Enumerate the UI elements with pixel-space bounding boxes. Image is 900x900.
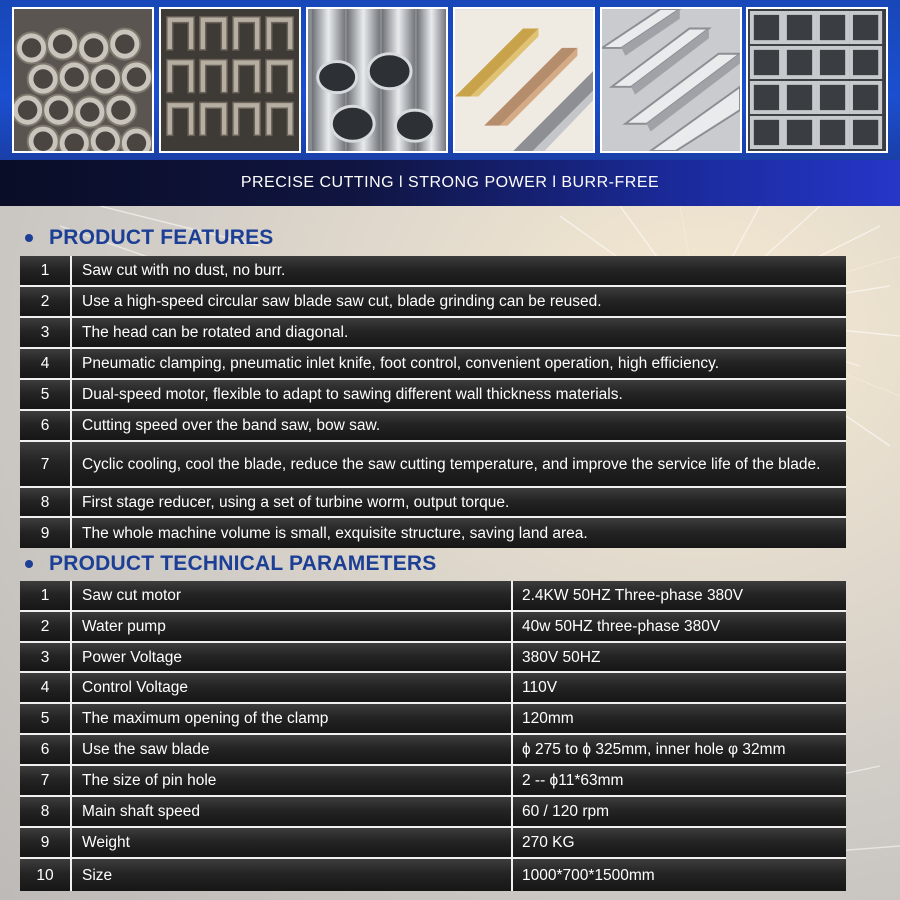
row-number: 1 xyxy=(20,581,72,610)
parameters-heading-text: PRODUCT TECHNICAL PARAMETERS xyxy=(49,552,437,575)
table-row xyxy=(20,797,846,828)
table-row xyxy=(20,735,846,766)
table-row xyxy=(20,581,846,612)
table-row xyxy=(20,349,846,380)
parameter-value: 1000*700*1500mm xyxy=(513,859,846,891)
parameter-value: 2 -- ϕ11*63mm xyxy=(513,766,846,795)
slogan-text: PRECISE CUTTING l STRONG POWER l BURR-FREE xyxy=(240,174,660,191)
channel-steel-photo xyxy=(159,7,301,153)
parameter-name: Main shaft speed xyxy=(72,797,513,826)
parameter-value: 270 KG xyxy=(513,828,846,857)
row-number: 10 xyxy=(20,859,72,891)
parameter-name: Use the saw blade xyxy=(72,735,513,764)
row-number: 5 xyxy=(20,380,72,409)
table-row xyxy=(20,256,846,287)
parameter-name: Weight xyxy=(72,828,513,857)
feature-text: Cutting speed over the band saw, bow saw. xyxy=(72,411,846,440)
row-number: 2 xyxy=(20,612,72,641)
table-row xyxy=(20,488,846,518)
parameter-value: ϕ 275 to ϕ 325mm, inner hole φ 32mm xyxy=(513,735,846,764)
row-number: 6 xyxy=(20,735,72,764)
table-row xyxy=(20,828,846,859)
row-number: 4 xyxy=(20,349,72,378)
product-photo-strip xyxy=(0,0,900,160)
row-number: 3 xyxy=(20,643,72,671)
parameters-table xyxy=(20,581,846,891)
stainless-tubes-photo xyxy=(306,7,448,153)
table-row xyxy=(20,859,846,891)
bullet-icon xyxy=(25,560,33,568)
parameter-value: 120mm xyxy=(513,704,846,733)
feature-text: The head can be rotated and diagonal. xyxy=(72,318,846,347)
parameter-name: Size xyxy=(72,859,513,891)
feature-text: Use a high-speed circular saw blade saw cut, blade grinding can be reused. xyxy=(72,287,846,316)
table-row xyxy=(20,704,846,735)
parameter-value: 2.4KW 50HZ Three-phase 380V xyxy=(513,581,846,610)
row-number: 7 xyxy=(20,442,72,486)
metal-trim-profiles-photo xyxy=(453,7,595,153)
feature-text: Pneumatic clamping, pneumatic inlet knife, foot control, convenient operation, high efficiency. xyxy=(72,349,846,378)
parameters-heading xyxy=(22,549,437,579)
table-row xyxy=(20,518,846,548)
parameter-name: Power Voltage xyxy=(72,643,513,671)
parameter-value: 40w 50HZ three-phase 380V xyxy=(513,612,846,641)
feature-text: Cyclic cooling, cool the blade, reduce the saw cutting temperature, and improve the service life of the blade. xyxy=(72,442,846,486)
row-number: 5 xyxy=(20,704,72,733)
row-number: 9 xyxy=(20,518,72,548)
row-number: 9 xyxy=(20,828,72,857)
square-tubes-photo xyxy=(746,7,888,153)
table-row xyxy=(20,411,846,442)
parameter-name: Saw cut motor xyxy=(72,581,513,610)
features-heading xyxy=(22,223,273,253)
row-number: 6 xyxy=(20,411,72,440)
row-number: 4 xyxy=(20,673,72,702)
feature-text: The whole machine volume is small, exquisite structure, saving land area. xyxy=(72,518,846,548)
table-row xyxy=(20,612,846,643)
parameter-name: Water pump xyxy=(72,612,513,641)
row-number: 3 xyxy=(20,318,72,347)
parameter-name: Control Voltage xyxy=(72,673,513,702)
table-row xyxy=(20,766,846,797)
angle-steel-photo xyxy=(600,7,742,153)
table-row xyxy=(20,318,846,349)
parameter-value: 110V xyxy=(513,673,846,702)
features-heading-text: PRODUCT FEATURES xyxy=(49,226,274,249)
feature-text: Saw cut with no dust, no burr. xyxy=(72,256,846,285)
feature-text: First stage reducer, using a set of turbine worm, output torque. xyxy=(72,488,846,516)
parameter-value: 380V 50HZ xyxy=(513,643,846,671)
table-row xyxy=(20,287,846,318)
table-row xyxy=(20,643,846,673)
row-number: 8 xyxy=(20,797,72,826)
row-number: 2 xyxy=(20,287,72,316)
row-number: 8 xyxy=(20,488,72,516)
table-row xyxy=(20,442,846,488)
row-number: 7 xyxy=(20,766,72,795)
row-number: 1 xyxy=(20,256,72,285)
bullet-icon xyxy=(25,234,33,242)
table-row xyxy=(20,673,846,704)
table-row xyxy=(20,380,846,411)
parameter-value: 60 / 120 rpm xyxy=(513,797,846,826)
parameter-name: The size of pin hole xyxy=(72,766,513,795)
parameter-name: The maximum opening of the clamp xyxy=(72,704,513,733)
features-table xyxy=(20,256,846,548)
slogan-banner xyxy=(0,160,900,206)
feature-text: Dual-speed motor, flexible to adapt to sawing different wall thickness materials. xyxy=(72,380,846,409)
round-steel-pipes-photo xyxy=(12,7,154,153)
